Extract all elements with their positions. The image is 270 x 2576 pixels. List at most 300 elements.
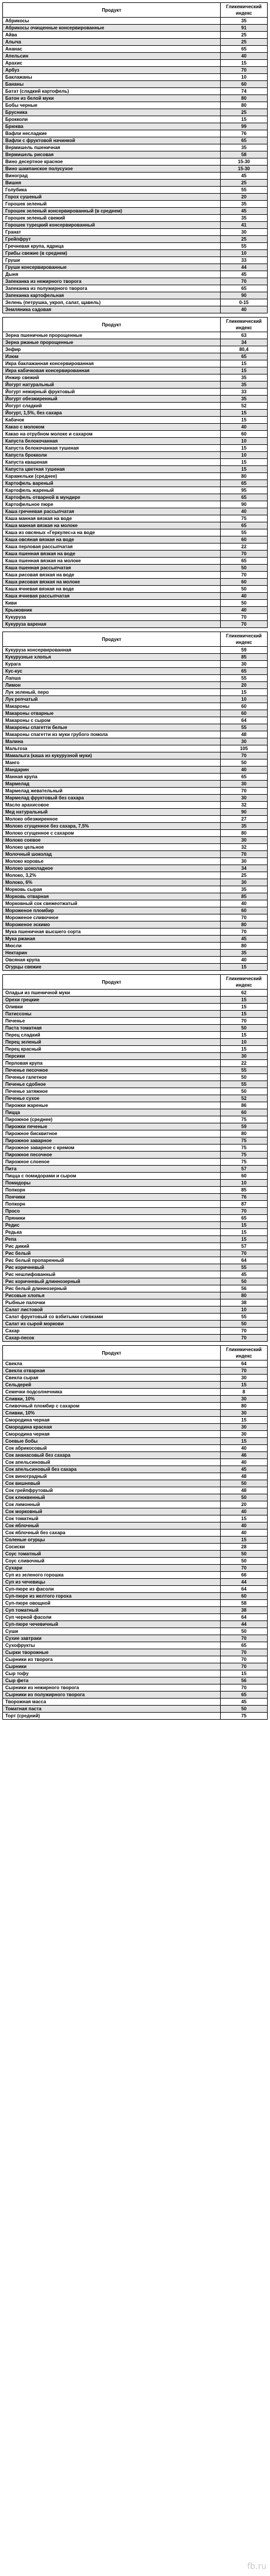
- product-name: Кабачок: [3, 417, 221, 424]
- table-row: [3, 1123, 268, 1130]
- product-name: Кус-кус: [3, 668, 221, 675]
- table-row: [3, 586, 268, 593]
- product-name: Редис: [3, 1222, 221, 1229]
- product-name: Пирожное песочное: [3, 1152, 221, 1159]
- table-row: [3, 1677, 268, 1684]
- gi-value: 40: [221, 900, 268, 907]
- product-name: Икра кабачковая консервированная: [3, 367, 221, 374]
- gi-value: 15: [221, 459, 268, 466]
- table-row: [3, 1487, 268, 1494]
- product-name: Вермишель рисовая: [3, 151, 221, 158]
- product-name: Йогурт обезжиренный: [3, 396, 221, 403]
- product-name: Виноград: [3, 173, 221, 180]
- table-row: [3, 921, 268, 929]
- gi-value: 15: [221, 1011, 268, 1018]
- gi-value: 57: [221, 1243, 268, 1250]
- table-row: [3, 374, 268, 381]
- product-name: Голубика: [3, 187, 221, 194]
- product-name: Горошек зеленый свежий: [3, 215, 221, 222]
- gi-value: 48: [221, 1473, 268, 1480]
- product-name: Суп из зеленого горошка: [3, 1572, 221, 1579]
- product-name: Сок грейпфрутовый: [3, 1487, 221, 1494]
- table-row: [3, 543, 268, 551]
- table-row: [3, 1257, 268, 1264]
- column-header-product: Продукт: [3, 3, 221, 18]
- gi-value: 50: [221, 1074, 268, 1081]
- product-name: Вино шампанское полусухое: [3, 166, 221, 173]
- gi-value: 99: [221, 123, 268, 130]
- gi-value: 60: [221, 1109, 268, 1116]
- table-row: [3, 1116, 268, 1123]
- gi-value: 50: [221, 1628, 268, 1635]
- product-name: Макароны: [3, 703, 221, 710]
- gi-value: 65: [221, 353, 268, 360]
- gi-value: 105: [221, 745, 268, 752]
- product-name: Макароны отварные: [3, 710, 221, 717]
- product-name: Батон из белой муки: [3, 95, 221, 102]
- table-row: [3, 424, 268, 431]
- table-row: [3, 1692, 268, 1699]
- table-row: [3, 900, 268, 907]
- gi-value: 15: [221, 1382, 268, 1389]
- gi-value: 35: [221, 144, 268, 151]
- product-name: Бобы черные: [3, 102, 221, 109]
- gi-value: 55: [221, 187, 268, 194]
- gi-value: 30: [221, 1396, 268, 1403]
- product-name: Пирожное слоеное: [3, 1159, 221, 1166]
- product-name: Орехи грецкие: [3, 997, 221, 1004]
- product-name: Томатная паста: [3, 1706, 221, 1713]
- table-row: [3, 1046, 268, 1053]
- table-row: [3, 381, 268, 389]
- product-name: Сок морковный: [3, 1508, 221, 1515]
- table-row: [3, 1299, 268, 1306]
- table-row: [3, 173, 268, 180]
- table-row: [3, 1417, 268, 1424]
- product-name: Морковь отварная: [3, 893, 221, 900]
- table-row: [3, 1130, 268, 1137]
- gi-value: 70: [221, 1335, 268, 1342]
- glycemic-index-table: [2, 2, 268, 313]
- product-name: Вино десертное красное: [3, 158, 221, 166]
- product-name: Пирожное бисквитное: [3, 1130, 221, 1137]
- gi-value: 40: [221, 1445, 268, 1452]
- table-row: [3, 389, 268, 396]
- gi-value: 75: [221, 1713, 268, 1720]
- product-name: Сок яблочный без сахара: [3, 1530, 221, 1537]
- product-name: Пирожки печеные: [3, 1123, 221, 1130]
- product-name: Икра баклажанная консервированная: [3, 360, 221, 367]
- gi-value: 15-30: [221, 158, 268, 166]
- table-row: [3, 1187, 268, 1194]
- gi-value: 70: [221, 572, 268, 579]
- product-name: Печенье: [3, 1018, 221, 1025]
- gi-value: 80: [221, 943, 268, 950]
- gi-value: 90: [221, 501, 268, 508]
- table-row: [3, 1152, 268, 1159]
- table-row: [3, 109, 268, 116]
- product-name: Вишня: [3, 180, 221, 187]
- table-row: [3, 1621, 268, 1628]
- table-row: [3, 774, 268, 781]
- gi-value: 70: [221, 1018, 268, 1025]
- table-row: [3, 1292, 268, 1299]
- product-name: Патиссоны: [3, 1011, 221, 1018]
- column-header-product: Продукт: [3, 1346, 221, 1360]
- gi-value: 55: [221, 529, 268, 536]
- table-row: [3, 1424, 268, 1431]
- table-row: [3, 264, 268, 271]
- table-row: [3, 1067, 268, 1074]
- gi-value: 35: [221, 396, 268, 403]
- table-row: [3, 1215, 268, 1222]
- gi-value: 70: [221, 788, 268, 795]
- gi-value: 70: [221, 551, 268, 558]
- table-row: [3, 689, 268, 696]
- table-row: [3, 851, 268, 858]
- gi-value: 90: [221, 809, 268, 816]
- gi-value: 35: [221, 950, 268, 957]
- table-row: [3, 661, 268, 668]
- gi-value: 44: [221, 1621, 268, 1628]
- product-name: Макароны с сыром: [3, 717, 221, 724]
- table-row: [3, 957, 268, 964]
- product-name: Овсяная крупа: [3, 957, 221, 964]
- gi-value: 30: [221, 1410, 268, 1417]
- table-row: [3, 1109, 268, 1116]
- table-row: [3, 990, 268, 997]
- table-row: [3, 844, 268, 851]
- gi-value: 45: [221, 936, 268, 943]
- product-name: Паста томатная: [3, 1025, 221, 1032]
- product-name: Персики: [3, 1053, 221, 1060]
- table-row: [3, 60, 268, 67]
- table-row: [3, 1706, 268, 1713]
- gi-value: 56: [221, 1677, 268, 1684]
- table-row: [3, 445, 268, 452]
- table-row: [3, 788, 268, 795]
- product-name: Морковь сырая: [3, 886, 221, 893]
- table-row: [3, 865, 268, 872]
- table-row: [3, 285, 268, 292]
- table-row: [3, 1360, 268, 1368]
- gi-value: 59: [221, 1123, 268, 1130]
- gi-value: 50: [221, 1706, 268, 1713]
- table-row: [3, 339, 268, 346]
- table-row: [3, 151, 268, 158]
- product-name: Зерна пшеничные пророщенные: [3, 332, 221, 339]
- gi-value: 10: [221, 438, 268, 445]
- gi-value: 85: [221, 1187, 268, 1194]
- product-name: Киви: [3, 600, 221, 607]
- table-row: [3, 452, 268, 459]
- gi-value: 50: [221, 1480, 268, 1487]
- gi-value: 28: [221, 1544, 268, 1551]
- product-name: Попкорн: [3, 1187, 221, 1194]
- gi-value: 15: [221, 1222, 268, 1229]
- product-name: Сливки, 10%: [3, 1410, 221, 1417]
- table-row: [3, 1335, 268, 1342]
- gi-value: 50: [221, 600, 268, 607]
- product-name: Сыр фета: [3, 1677, 221, 1684]
- table-row: [3, 1473, 268, 1480]
- gi-value: 30: [221, 858, 268, 865]
- gi-value: 80: [221, 921, 268, 929]
- table-row: [3, 515, 268, 522]
- product-name: Смородина черная: [3, 1417, 221, 1424]
- table-row: [3, 600, 268, 607]
- product-name: Курага: [3, 661, 221, 668]
- table-row: [3, 830, 268, 837]
- table-row: [3, 1403, 268, 1410]
- gi-value: 55: [221, 1314, 268, 1321]
- product-name: Суп томатный: [3, 1607, 221, 1614]
- table-row: [3, 81, 268, 88]
- product-name: Мед натуральный: [3, 809, 221, 816]
- gi-value: 30: [221, 229, 268, 236]
- product-name: Перец зеленый: [3, 1039, 221, 1046]
- column-header-gi: Гликемический индекс: [221, 318, 268, 332]
- product-name: Ананас: [3, 46, 221, 53]
- table-row: [3, 1285, 268, 1292]
- table-row: [3, 243, 268, 250]
- table-row: [3, 1159, 268, 1166]
- product-name: Соус томатный: [3, 1551, 221, 1558]
- table-row: [3, 1656, 268, 1663]
- gi-value: 75: [221, 1144, 268, 1152]
- product-name: Горошек турецкий консервированный: [3, 222, 221, 229]
- table-row: [3, 1032, 268, 1039]
- gi-value: 35: [221, 374, 268, 381]
- product-name: Салат фруктовый со взбитыми сливками: [3, 1314, 221, 1321]
- gi-value: 40: [221, 607, 268, 614]
- table-row: [3, 1236, 268, 1243]
- product-name: Пита: [3, 1166, 221, 1173]
- gi-value: 15: [221, 466, 268, 473]
- table-row: [3, 95, 268, 102]
- gi-value: 15: [221, 360, 268, 367]
- product-name: Картофельное пюре: [3, 501, 221, 508]
- gi-value: 65: [221, 480, 268, 487]
- table-row: [3, 565, 268, 572]
- gi-table-2: [2, 317, 268, 628]
- gi-value: 70: [221, 1663, 268, 1670]
- gi-value: 64: [221, 1614, 268, 1621]
- gi-value: 25: [221, 872, 268, 879]
- product-name: Сок томатный: [3, 1515, 221, 1522]
- gi-table-4: [2, 974, 268, 1342]
- table-row: [3, 130, 268, 137]
- product-name: Морковный сок свежеотжатый: [3, 900, 221, 907]
- table-row: [3, 1088, 268, 1095]
- table-row: [3, 137, 268, 144]
- gi-value: 60: [221, 579, 268, 586]
- product-name: Редька: [3, 1229, 221, 1236]
- product-name: Молоко, 3,2%: [3, 872, 221, 879]
- table-row: [3, 1375, 268, 1382]
- gi-value: 70: [221, 914, 268, 921]
- gi-value: 70: [221, 851, 268, 858]
- gi-value: 15: [221, 1004, 268, 1011]
- product-name: Рис дикий: [3, 1243, 221, 1250]
- table-row: [3, 614, 268, 621]
- column-header-product: Продукт: [3, 975, 221, 990]
- product-name: Йогурт, 1,5%, без сахара: [3, 410, 221, 417]
- product-name: Нектарин: [3, 950, 221, 957]
- product-name: Каша овсяная вязкая на воде: [3, 536, 221, 543]
- table-row: [3, 250, 268, 257]
- product-name: Пряники: [3, 1215, 221, 1222]
- product-name: Рис коричневый длиннозерный: [3, 1278, 221, 1285]
- product-name: Пирожное заварное с кремом: [3, 1144, 221, 1152]
- product-name: Сухофрукты: [3, 1642, 221, 1649]
- gi-value: 70: [221, 1368, 268, 1375]
- table-row: [3, 410, 268, 417]
- product-name: Каша манная вязкая на воде: [3, 515, 221, 522]
- product-name: Сырки творожные: [3, 1649, 221, 1656]
- gi-value: 33: [221, 257, 268, 264]
- table-row: [3, 1144, 268, 1152]
- gi-value: 15: [221, 367, 268, 374]
- gi-value: 22: [221, 543, 268, 551]
- product-name: Капуста цветная тушеная: [3, 466, 221, 473]
- product-name: Молоко шоколадное: [3, 865, 221, 872]
- table-row: [3, 1194, 268, 1201]
- gi-value: 30: [221, 795, 268, 802]
- gi-value: 30: [221, 1053, 268, 1060]
- table-row: [3, 879, 268, 886]
- gi-value: 30: [221, 661, 268, 668]
- table-row: [3, 306, 268, 313]
- gi-value: 50: [221, 759, 268, 767]
- gi-value: 65: [221, 1215, 268, 1222]
- gi-value: 70: [221, 1208, 268, 1215]
- gi-value: 74: [221, 88, 268, 95]
- table-header-row: [3, 1346, 268, 1360]
- product-name: Сок виноградный: [3, 1473, 221, 1480]
- product-name: Сок апельсиновый без сахара: [3, 1466, 221, 1473]
- gi-value: 27: [221, 816, 268, 823]
- gi-value: 80: [221, 102, 268, 109]
- gi-value: 55: [221, 724, 268, 731]
- gi-value: 10: [221, 1039, 268, 1046]
- product-name: Мармелад фруктовый без сахара: [3, 795, 221, 802]
- table-row: [3, 346, 268, 353]
- gi-value: 58: [221, 151, 268, 158]
- table-row: [3, 950, 268, 957]
- table-row: [3, 1011, 268, 1018]
- gi-table-3: [2, 632, 268, 971]
- gi-value: 58: [221, 1600, 268, 1607]
- table-row: [3, 1607, 268, 1614]
- column-header-gi: Гликемический индекс: [221, 1346, 268, 1360]
- table-row: [3, 271, 268, 278]
- gi-value: 66: [221, 1572, 268, 1579]
- gi-value: 76: [221, 130, 268, 137]
- product-name: Манная крупа: [3, 774, 221, 781]
- table-row: [3, 529, 268, 536]
- gi-value: 65: [221, 285, 268, 292]
- product-name: Мармелад: [3, 781, 221, 788]
- product-name: Йогурт нежирный фруктовый: [3, 389, 221, 396]
- product-name: Земляника садовая: [3, 306, 221, 313]
- gi-value: 70: [221, 1684, 268, 1692]
- product-name: Малина: [3, 738, 221, 745]
- product-name: Перец сладкий: [3, 1032, 221, 1039]
- product-name: Сырники: [3, 1663, 221, 1670]
- table-row: [3, 717, 268, 724]
- product-name: Сливочный пломбир с сахаром: [3, 1403, 221, 1410]
- table-row: [3, 1229, 268, 1236]
- table-row: [3, 795, 268, 802]
- gi-value: 48: [221, 1487, 268, 1494]
- gi-value: 95: [221, 487, 268, 494]
- gi-value: 64: [221, 1257, 268, 1264]
- gi-value: 65: [221, 1692, 268, 1699]
- table-row: [3, 837, 268, 844]
- table-row: [3, 88, 268, 95]
- gi-value: 80: [221, 95, 268, 102]
- table-row: [3, 1264, 268, 1271]
- product-name: Гречневая крупа, ядрица: [3, 243, 221, 250]
- gi-value: 70: [221, 1649, 268, 1656]
- product-name: Пицца: [3, 1109, 221, 1116]
- table-row: [3, 809, 268, 816]
- gi-value: 80: [221, 1403, 268, 1410]
- gi-value: 40: [221, 53, 268, 60]
- product-name: Арбуз: [3, 67, 221, 74]
- product-name: Салат из сырой моркови: [3, 1321, 221, 1328]
- gi-value: 64: [221, 1586, 268, 1593]
- table-row: [3, 1271, 268, 1278]
- table-row: [3, 1368, 268, 1375]
- product-name: Лапша: [3, 675, 221, 682]
- gi-value: 80,4: [221, 346, 268, 353]
- product-name: Каша пшенная вязкая на воде: [3, 551, 221, 558]
- product-name: Суп-пюре из фасоли: [3, 1586, 221, 1593]
- product-name: Сыр тофу: [3, 1670, 221, 1677]
- gi-value: 40: [221, 957, 268, 964]
- table-row: [3, 1137, 268, 1144]
- product-name: Мороженое эскимо: [3, 921, 221, 929]
- table-row: [3, 1243, 268, 1250]
- gi-value: 15: [221, 60, 268, 67]
- gi-value: 76: [221, 1194, 268, 1201]
- gi-value: 55: [221, 243, 268, 250]
- product-name: Манго: [3, 759, 221, 767]
- product-name: Абрикосы очищенные консервированные: [3, 25, 221, 32]
- product-name: Сырники из творога: [3, 1656, 221, 1663]
- product-name: Горошек зеленый: [3, 201, 221, 208]
- product-name: Перец красный: [3, 1046, 221, 1053]
- product-name: Молочный шоколад: [3, 851, 221, 858]
- product-name: Груши консервированные: [3, 264, 221, 271]
- gi-value: 40: [221, 306, 268, 313]
- product-name: Апельсин: [3, 53, 221, 60]
- product-name: Брокколи: [3, 116, 221, 123]
- product-name: Мука пшеничная высшего сорта: [3, 929, 221, 936]
- gi-value: 15: [221, 997, 268, 1004]
- gi-value: 55: [221, 1264, 268, 1271]
- product-name: Сухие завтраки: [3, 1635, 221, 1642]
- table-row: [3, 802, 268, 809]
- gi-value: 15: [221, 1515, 268, 1522]
- table-row: [3, 1713, 268, 1720]
- product-name: Молоко сгущенное без сахара, 7,5%: [3, 823, 221, 830]
- table-row: [3, 767, 268, 774]
- gi-value: 60: [221, 907, 268, 914]
- table-row: [3, 1222, 268, 1229]
